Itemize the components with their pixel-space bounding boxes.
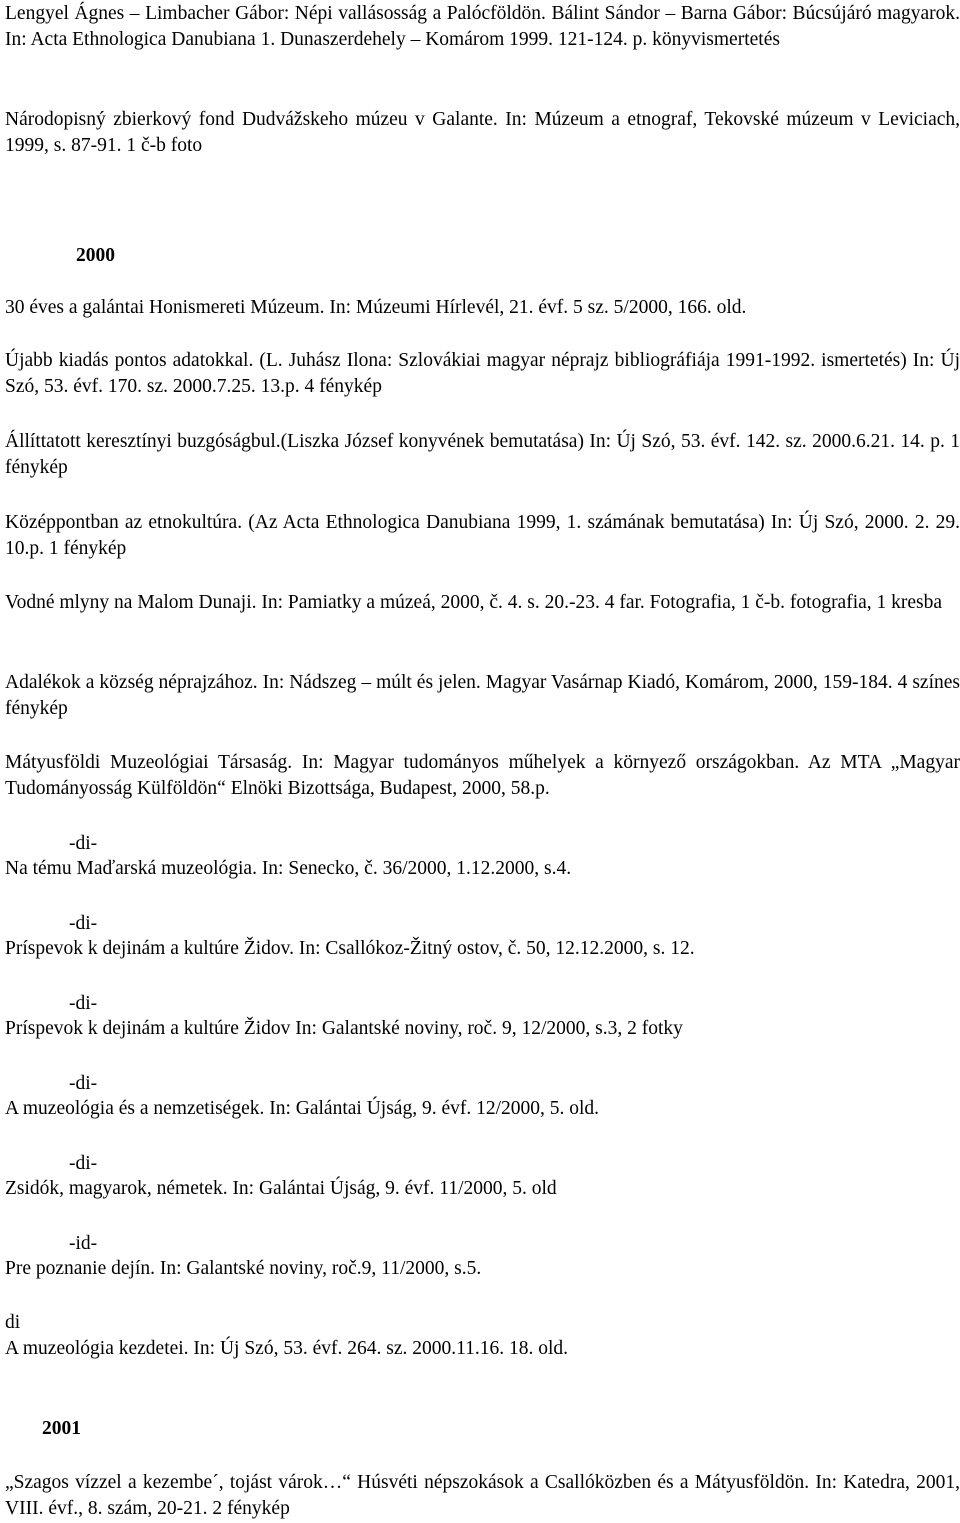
author-marker: di [5,1312,21,1333]
author-marker: -di- [69,913,98,934]
bibliography-entry: Príspevok k dejinám a kultúre Židov In: Galantské noviny, roč. 9, 12/2000, s.3, 2 fotky [5,1018,683,1039]
bibliography-entry: Adalékok a község néprajzához. In: Nádszeg – múlt és jelen. Magyar Vasárnap Kiadó, Komárom, 2000, 159-184. 4 színes fénykép [5,672,960,719]
bibliography-entry: 30 éves a galántai Honismereti Múzeum. In: Múzeumi Hírlevél, 21. évf. 5 sz. 5/2000, 166. old. [5,297,747,318]
year-heading: 2001 [42,1418,81,1439]
bibliography-entry: „Szagos vízzel a kezembe´, tojást várok…“ Húsvéti népszokások a Csallóközben és a Mátyusföldön. In: Katedra, 2001, VIII. évf., 8. szám, 20-21. 2 fénykép [5,1472,960,1519]
bibliography-entry: Állíttatott keresztínyi buzgóságbul.(Liszka József konyvének bemutatása) In: Új Szó, 53. évf. 142. sz. 2000.6.21. 14. p. 1 fénykép [5,431,960,478]
bibliography-entry: Újabb kiadás pontos adatokkal. (L. Juhász Ilona: Szlovákiai magyar néprajz bibliográfiája 1991-1992. ismertetés) In: Új Szó, 53. évf. 170. sz. 2000.7.25. 13.p. 4 fénykép [5,350,960,397]
bibliography-entry: Mátyusföldi Muzeológiai Társaság. In: Magyar tudományos műhelyek a környező országokban. Az MTA „Magyar Tudományosság Külföldön“ Elnöki Bizottsága, Budapest, 2000, 58.p. [5,752,960,799]
bibliography-entry: Vodné mlyny na Malom Dunaji. In: Pamiatky a múzeá, 2000, č. 4. s. 20.-23. 4 far. Fotografia, 1 č-b. fotografia, 1 kresba [5,592,943,613]
bibliography-entry: A muzeológia kezdetei. In: Új Szó, 53. évf. 264. sz. 2000.11.16. 18. old. [5,1338,569,1359]
bibliography-entry: Na tému Maďarská muzeológia. In: Senecko, č. 36/2000, 1.12.2000, s.4. [5,858,572,879]
author-marker: -di- [69,993,98,1014]
bibliography-entry: A muzeológia és a nemzetiségek. In: Galántai Újság, 9. évf. 12/2000, 5. old. [5,1098,600,1119]
author-marker: -di- [69,1153,98,1174]
bibliography-entry: Národopisný zbierkový fond Dudvážskeho múzeu v Galante. In: Múzeum a etnograf, Tekovské múzeum v Leviciach, 1999, s. 87-91. 1 č-b foto [5,109,960,156]
year-heading: 2000 [76,245,115,266]
author-marker: -di- [69,833,98,854]
bibliography-entry: Zsidók, magyarok, németek. In: Galántai Újság, 9. évf. 11/2000, 5. old [5,1178,557,1199]
author-marker: -di- [69,1073,98,1094]
bibliography-entry: Pre poznanie dejín. In: Galantské noviny, roč.9, 11/2000, s.5. [5,1258,482,1279]
bibliography-entry: Lengyel Ágnes – Limbacher Gábor: Népi vallásosság a Palócföldön. Bálint Sándor – Barna Gábor: Búcsújáró magyarok. In: Acta Ethnologica Danubiana 1. Dunaszerdehely – Komárom 1999. 121-124. p. könyvismertetés [5,3,960,50]
bibliography-entry: Középpontban az etnokultúra. (Az Acta Ethnologica Danubiana 1999, 1. számának bemutatása) In: Új Szó, 2000. 2. 29. 10.p. 1 fénykép [5,512,960,559]
author-marker: -id- [69,1233,98,1254]
bibliography-entry: Príspevok k dejinám a kultúre Židov. In: Csallókoz-Žitný ostov, č. 50, 12.12.2000, s. 12. [5,938,695,959]
